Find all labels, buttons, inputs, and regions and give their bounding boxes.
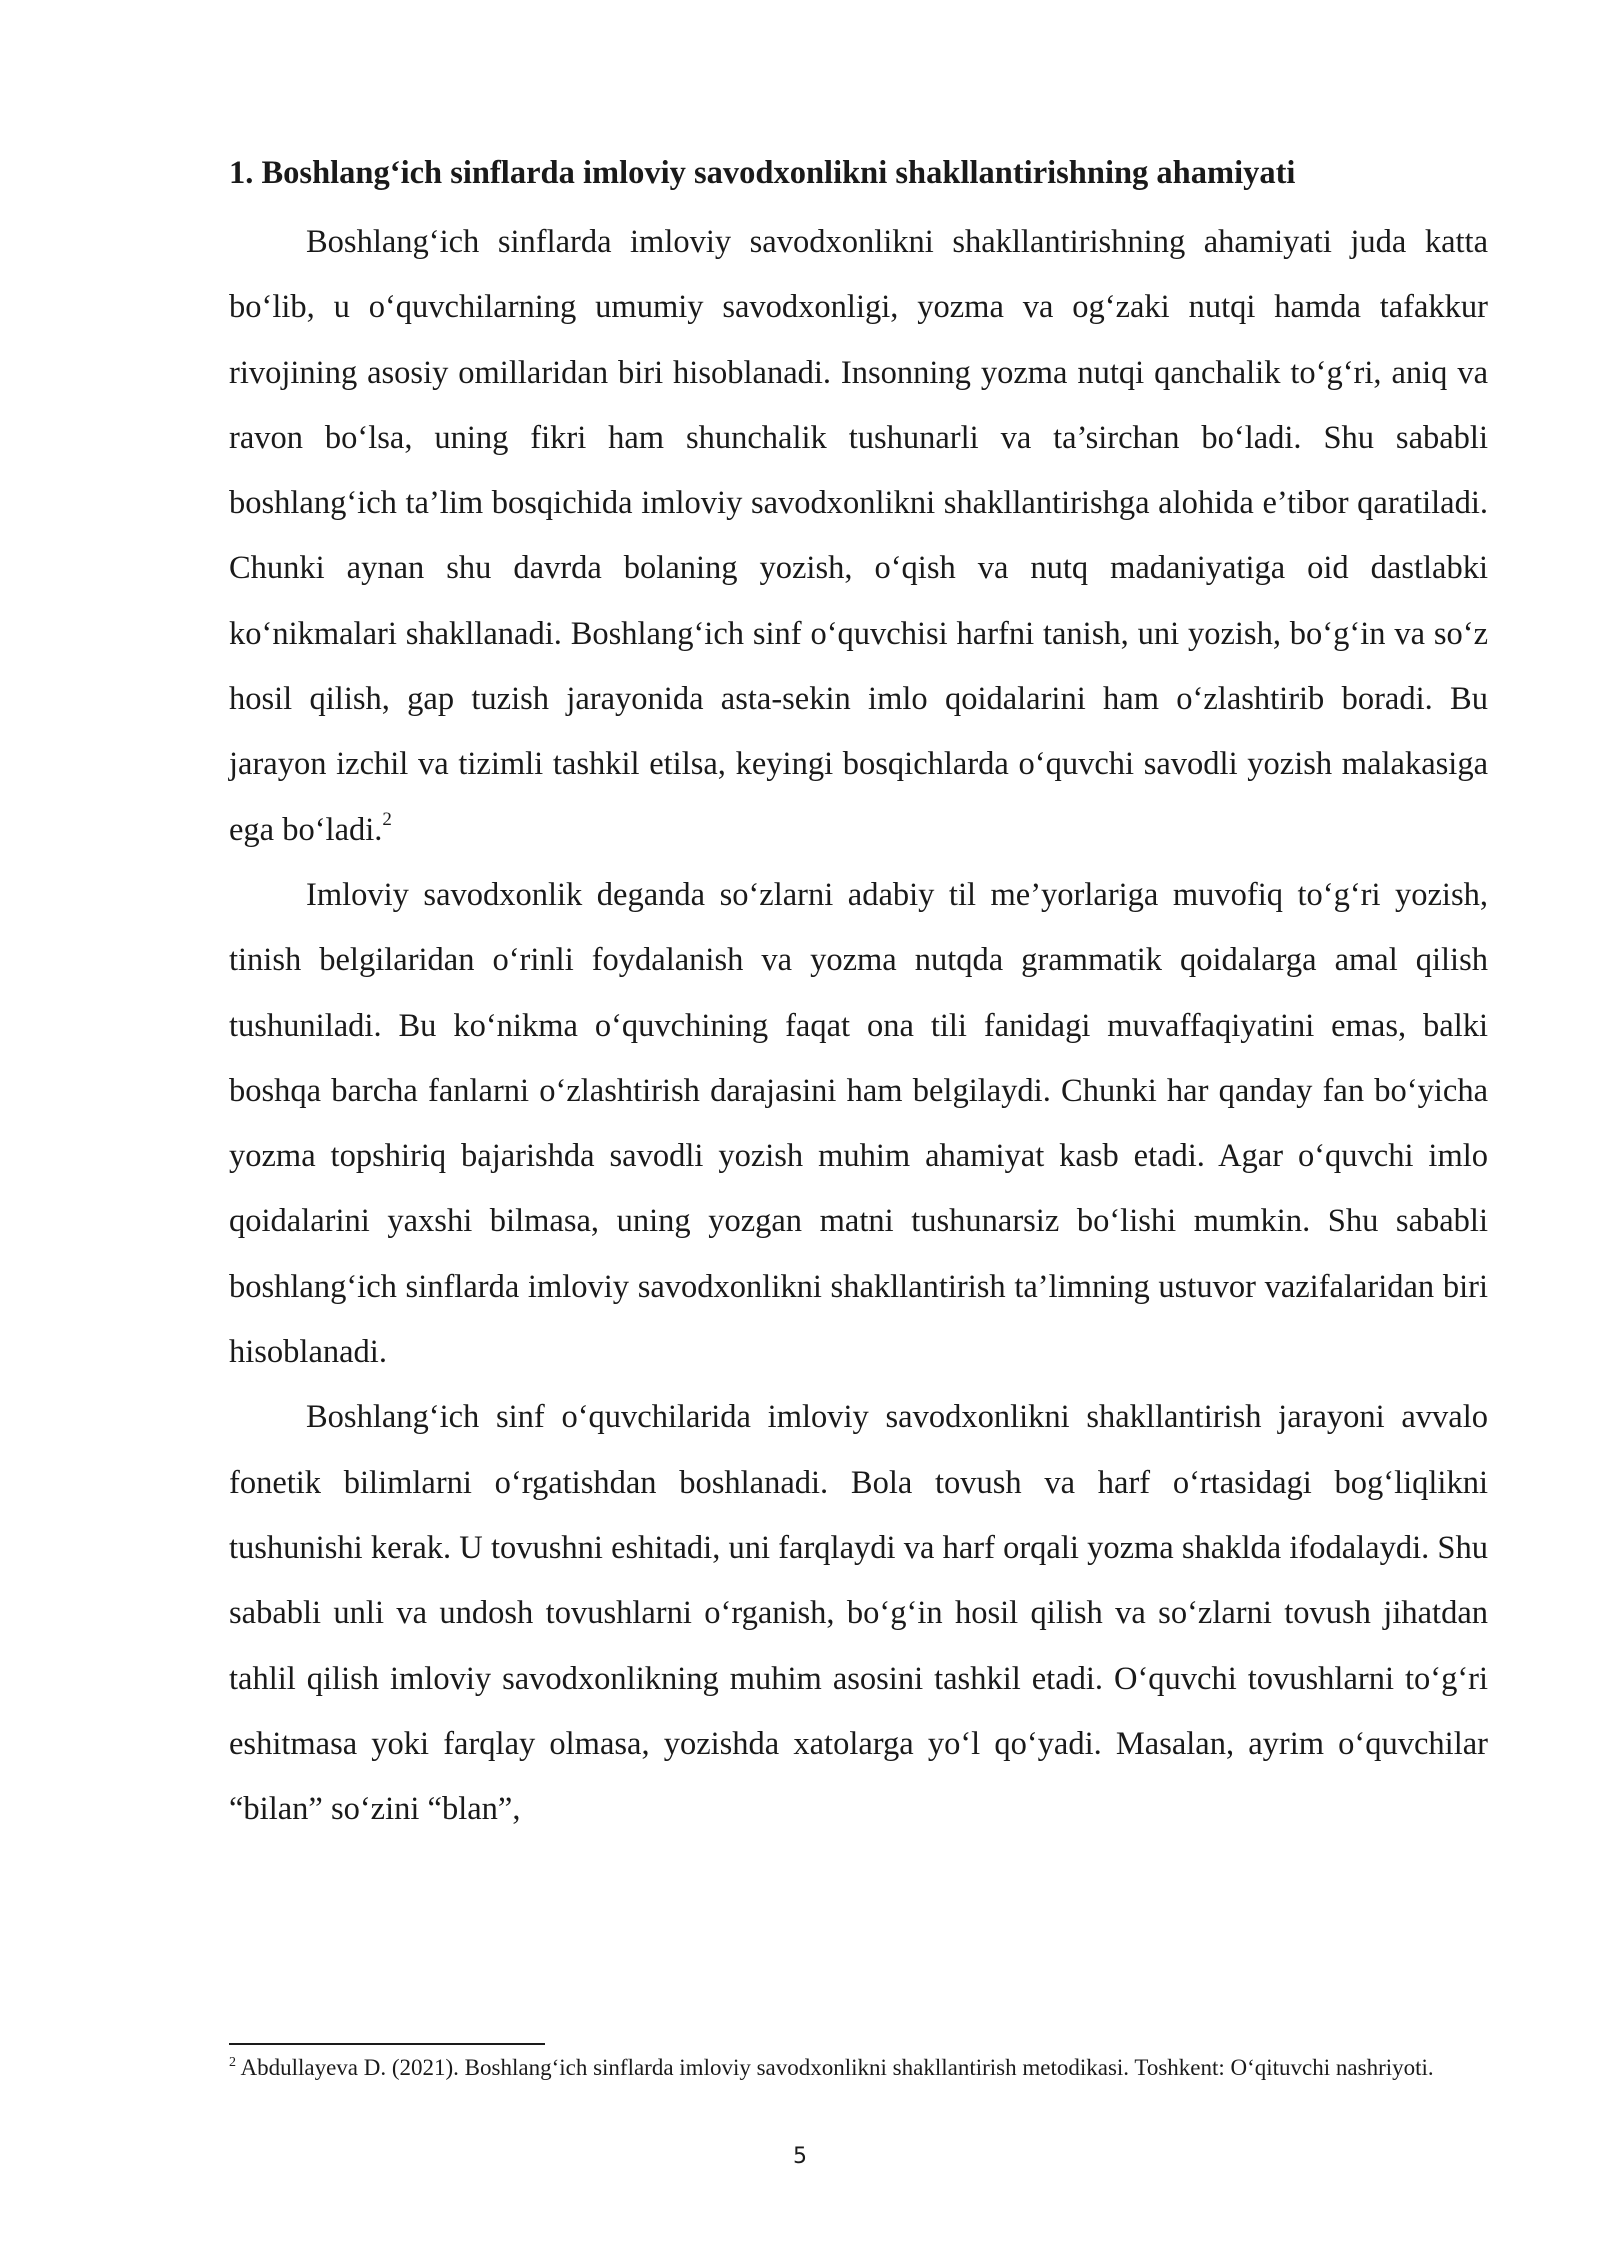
paragraph-2 [229,863,1488,1385]
paragraph-3-text: Boshlang‘ich sinf o‘quvchilarida imloviy savodxonlikni shakllantirish jarayoni avvalo fonetik bilimlarni o‘rgatishdan boshlanadi. Bola tovush va harf o‘rtasidagi bog‘liqlikni tushunishi kerak. U tovushni eshitadi, uni farqlaydi va harf orqali yozma shaklda ifodalaydi. Shu sababli unli va undosh tovushlarni o‘rganish, bo‘g‘in hosil qilish va so‘zlarni tovush jihatdan tahlil qilish imloviy savodxonlikning muhim asosini tashkil etadi. O‘quvchi tovushlarni to‘g‘ri eshitmasa yoki farqlay olmasa, yozishda xatolarga yo‘l qo‘yadi. Masalan, ayrim o‘quvchilar “bilan” so‘zini “blan”, [229,1399,1488,1828]
paragraph-1-text: Boshlang‘ich sinflarda imloviy savodxonlikni shakllantirishning ahamiyati juda katta bo‘lib, u o‘quvchilarning umumiy savodxonligi, yozma va og‘zaki nutqi hamda tafakkur rivojining asosiy omillaridan biri hisoblanadi. Insonning yozma nutqi qanchalik to‘g‘ri, aniq va ravon bo‘lsa, uning fikri ham shunchalik tushunarli va ta’sirchan bo‘ladi. Shu sababli boshlang‘ich ta’lim bosqichida imloviy savodxonlikni shakllantirishga alohida e’tibor qaratiladi. Chunki aynan shu davrda bolaning yozish, o‘qish va nutq madaniyatiga oid dastlabki ko‘nikmalari shakllanadi. Boshlang‘ich sinf o‘quvchisi harfni tanish, uni yozish, bo‘g‘in va so‘z hosil qilish, gap tuzish jarayonida asta-sekin imlo qoidalarini ham o‘zlashtirib boradi. Bu jarayon izchil va tizimli tashkil etilsa, keyingi bosqichlarda o‘quvchi savodli yozish malakasiga ega bo‘ladi. [229,224,1488,848]
paragraph-2-text: Imloviy savodxonlik deganda so‘zlarni adabiy til me’yorlariga muvofiq to‘g‘ri yozish, tinish belgilaridan o‘rinli foydalanish va yozma nutqda grammatik qoidalarga amal qilish tushuniladi. Bu ko‘nikma o‘quvchining faqat ona tili fanidagi muvaffaqiyatini emas, balki boshqa barcha fanlarni o‘zlashtirish darajasini ham belgilaydi. Chunki har qanday fan bo‘yicha yozma topshiriq bajarishda savodli yozish muhim ahamiyat kasb etadi. Agar o‘quvchi imlo qoidalarini yaxshi bilmasa, uning yozgan matni tushunarsiz bo‘lishi mumkin. Shu sababli boshlang‘ich sinflarda imloviy savodxonlikni shakllantirish ta’limning ustuvor vazifalaridan biri hisoblanadi. [229,876,1488,1371]
section-heading: 1. Boshlang‘ich sinflarda imloviy savodxonlikni shakllantirishning ahamiyati [229,155,1296,191]
paragraph-3 [229,1385,1488,1842]
footnote [229,2053,1488,2083]
footnote-number: 2 [229,2055,236,2070]
paragraph-1 [229,210,1488,863]
body-text [229,210,1488,1842]
footnote-reference[interactable]: 2 [382,808,392,830]
footnote-text: Abdullayeva D. (2021). Boshlang‘ich sinflarda imloviy savodxonlikni shakllantirish metodikasi. Toshkent: O‘qituvchi nashriyoti. [240,2055,1434,2080]
footnote-separator [229,2043,545,2045]
page-number: 5 [793,2144,807,2169]
